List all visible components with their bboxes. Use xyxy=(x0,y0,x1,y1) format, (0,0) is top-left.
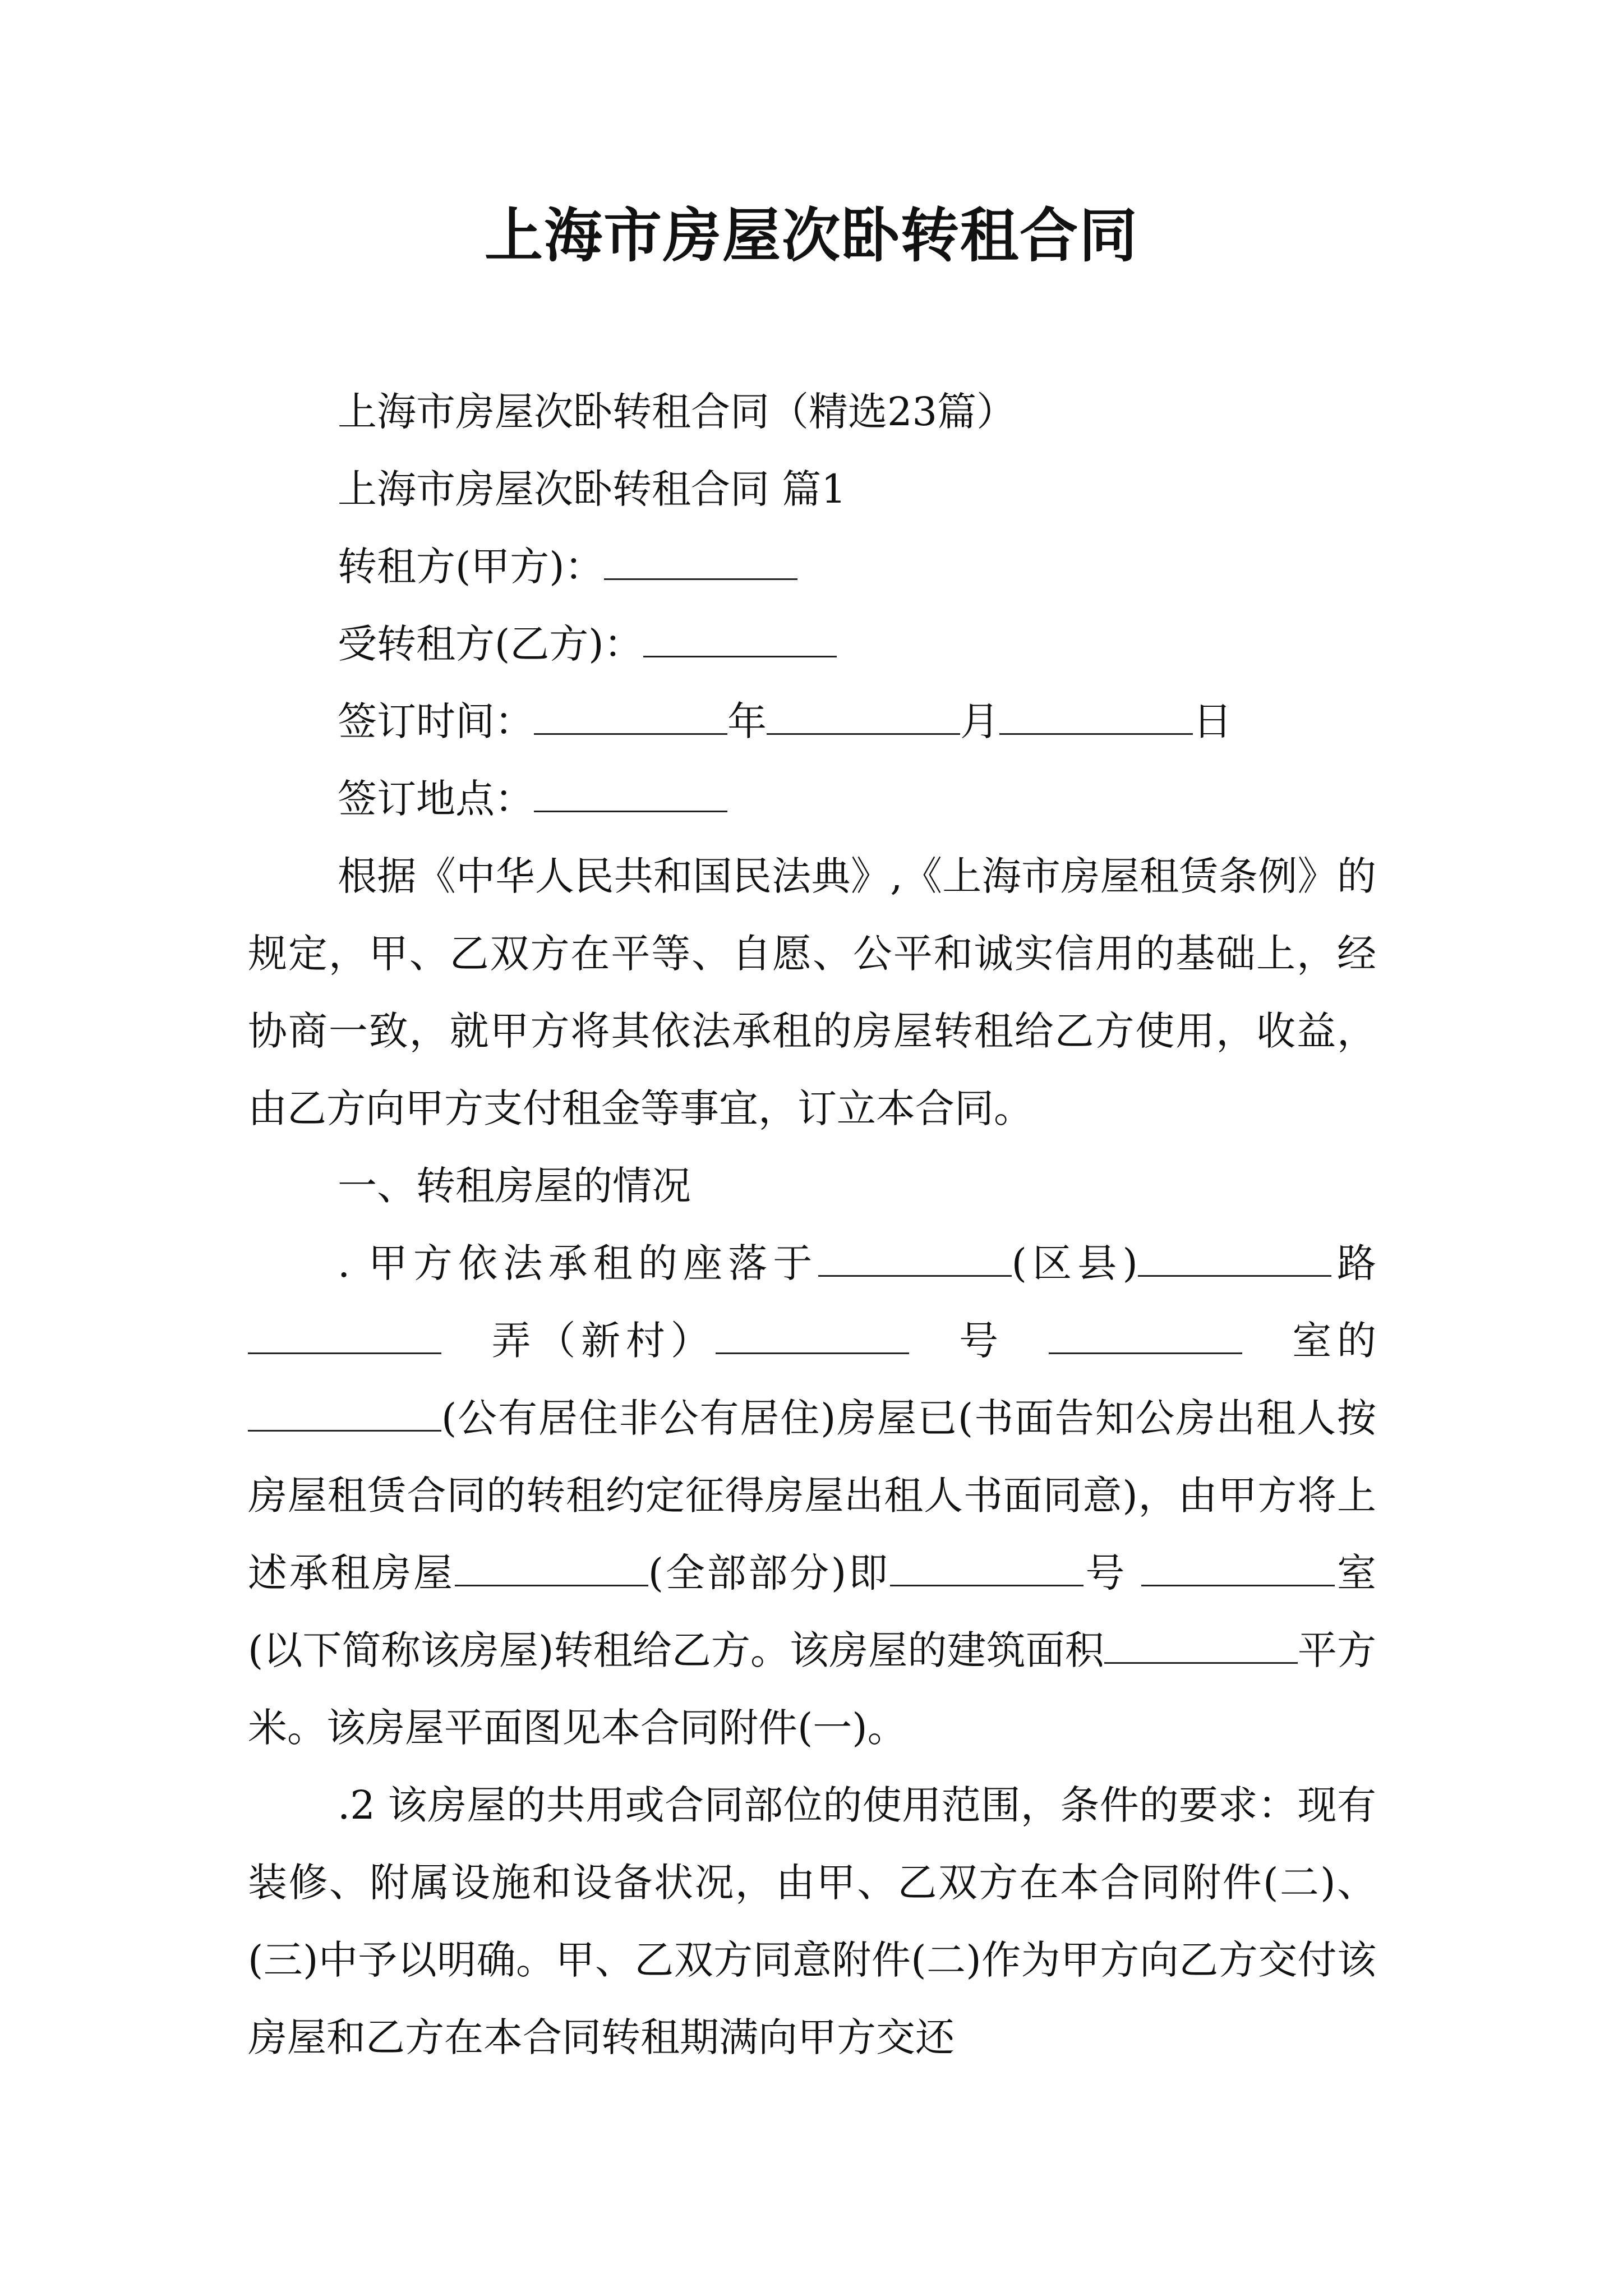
room-blank xyxy=(1049,1315,1242,1354)
subtitle: 上海市房屋次卧转租合同（精选23篇） xyxy=(338,389,1016,435)
clause-1-1-text-d: 弄（新村） xyxy=(491,1318,716,1364)
lane-blank xyxy=(248,1315,441,1354)
year-label: 年 xyxy=(727,698,767,744)
unit-number-blank xyxy=(890,1548,1083,1586)
clause-1-2: .2 该房屋的共用或合同部位的使用范围，条件的要求：现有装修、附属设施和设备状况，由甲、乙双方在本合同附件(二)、(三)中予以明确。甲、乙双方同意附件(二)作为甲方向乙方交付该房屋和乙方在本合同转租期满向甲方交还 xyxy=(248,1782,1376,2060)
lessor-blank xyxy=(604,541,797,580)
clause-1-1-text-h: (全部部分)即 xyxy=(648,1550,890,1596)
month-label: 月 xyxy=(960,698,999,744)
clause-1-1-text-e: 号 xyxy=(959,1318,1004,1364)
clause-1-1-text-j: 室(以下简称该房屋)转租给乙方。该房屋的建筑面积 xyxy=(248,1550,1377,1673)
clause-1-1-text-f: 室的 xyxy=(1292,1318,1377,1364)
lessor-line xyxy=(248,528,1376,605)
clause-heading-1: 一、转租房屋的情况 xyxy=(338,1163,691,1209)
clause-1-1-text-g: (公有居住非公有居住)房屋已(书面告知公房出租人按房屋租赁合同的转租约定征得房屋出租人书面同意)，由甲方将上述承租房屋 xyxy=(248,1395,1376,1596)
clause-1-1-text-i: 号 xyxy=(1083,1550,1127,1596)
district-blank xyxy=(818,1238,1012,1277)
sign-place-blank xyxy=(534,774,727,812)
month-blank xyxy=(767,696,960,735)
lessor-label: 转租方(甲方)： xyxy=(338,544,604,590)
sign-place-line xyxy=(248,760,1376,838)
road-blank xyxy=(1138,1238,1331,1277)
clause-1-1-text-a: . 甲方依法承租的座落于 xyxy=(338,1240,818,1286)
section-heading: 上海市房屋次卧转租合同 篇1 xyxy=(338,466,846,512)
housing-type-blank xyxy=(248,1393,441,1432)
sign-time-line xyxy=(248,683,1376,760)
area-blank xyxy=(1104,1625,1298,1664)
day-blank xyxy=(999,696,1193,735)
unit-room-blank xyxy=(1141,1548,1335,1586)
lessee-blank xyxy=(643,619,837,657)
clause-1-1-text-c: 路 xyxy=(1331,1240,1377,1286)
page-title: 上海市房屋次卧转租合同 xyxy=(484,201,1138,270)
scope-blank xyxy=(455,1548,648,1586)
sign-place-label: 签订地点： xyxy=(338,776,534,822)
year-blank xyxy=(534,696,727,735)
sign-time-label: 签订时间： xyxy=(338,698,534,744)
number-blank xyxy=(716,1315,909,1354)
lessee-label: 受转租方(乙方)： xyxy=(338,621,643,667)
document-body xyxy=(248,373,1376,2076)
day-label: 日 xyxy=(1193,698,1232,744)
clause-1-1-text-k: 平方米。该房屋平面图见本合同附件(一)。 xyxy=(248,1627,1377,1751)
clause-1-1-text-b: (区县) xyxy=(1011,1240,1138,1286)
lessee-line xyxy=(248,605,1376,683)
basis-paragraph: 根据《中华人民共和国民法典》,《上海市房屋租赁条例》的规定，甲、乙双方在平等、自愿、公平和诚实信用的基础上，经协商一致，就甲方将其依法承租的房屋转租给乙方使用，收益，由乙方向甲方支付租金等事宜，订立本合同。 xyxy=(248,853,1376,1131)
clause-1-1 xyxy=(248,1225,1376,1766)
